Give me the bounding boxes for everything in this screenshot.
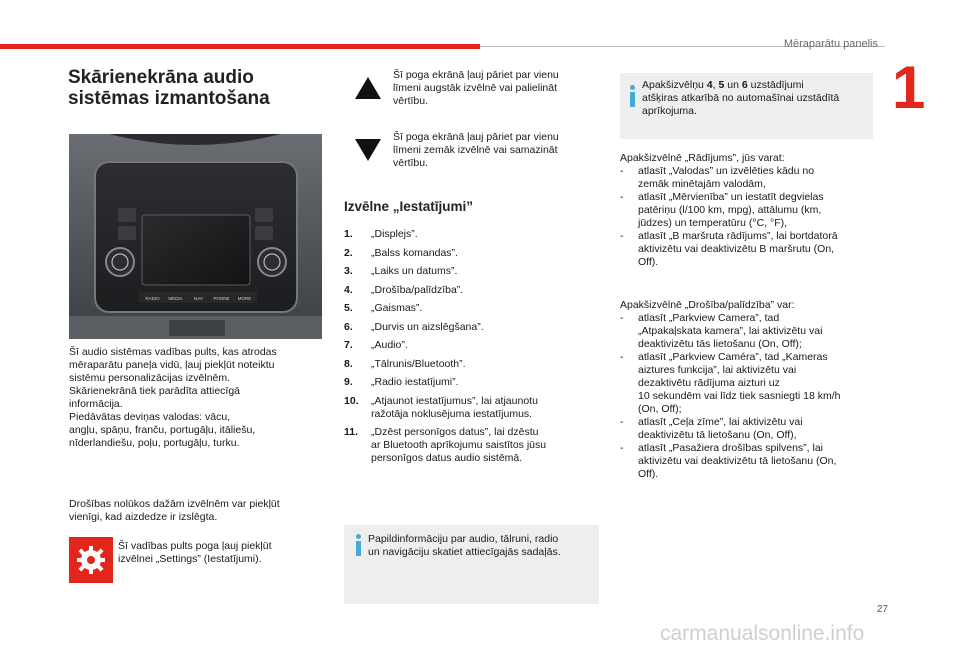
text-line: līmeni augstāk izvēlnē vai palielināt: [393, 82, 558, 94]
section-title-line: Skārienekrāna audio: [68, 67, 254, 88]
audio-unit-button-label: MEDIA: [168, 296, 183, 301]
list-item: - atlasīt „Parkview Caméra”, tad „Kameras aiztures funkcija”, lai aktivizētu vai dezaktivētu rādījuma aizturi uz 10 sekundēm vai līdz tiek sasniegti 18 km/h (On, Off);: [620, 351, 841, 415]
section-title: [68, 67, 318, 109]
settings-menu-title: Izvēlne „Iestatījumi”: [344, 199, 474, 214]
arrow-down-icon: [355, 139, 381, 161]
text-line: aprīkojuma.: [642, 105, 697, 117]
info-icon: [626, 85, 640, 107]
up-button-description: [393, 69, 603, 108]
down-button-description: [393, 131, 603, 170]
list-item: 4. „Drošība/palīdzība”.: [344, 283, 464, 296]
audio-unit-button-label: PHONE: [213, 296, 230, 301]
list-item: - atlasīt „B maršruta rādījums”, lai bortdatorā aktivizētu vai deaktivizētu B maršrutu (On, Off).: [620, 230, 838, 268]
list-item: 9. „Radio iestatījumi”.: [344, 376, 459, 388]
intro-paragraph: [69, 346, 329, 450]
text-line: Papildinformāciju par audio, tālruni, radio: [368, 533, 559, 545]
page-number: 27: [876, 604, 888, 615]
settings-button-icon: [69, 537, 113, 583]
info-icon: [352, 534, 366, 556]
list-item: 5. „Gaismas”.: [344, 302, 423, 314]
block-intro: Apakšizvēlnē „Rādījums”, jūs varat:: [620, 152, 785, 164]
list-item: 7. „Audio”.: [344, 339, 408, 351]
list-item: - atlasīt „Ceļa zīme”, lai aktivizētu vai deaktivizētu tā lietošanu (On, Off),: [620, 416, 803, 441]
audio-unit-button-label: MORE: [237, 296, 252, 301]
text-line: atšķiras atkarībā no automašīnai uzstādītā: [642, 92, 840, 104]
text-line: vienīgi, kad aizdedze ir izslēgta.: [69, 511, 218, 523]
list-item: - atlasīt „Parkview Camera”, tad „Atpakaļskata kamera”, lai aktivizētu vai deaktivizētu tās lietošanu (On, Off);: [620, 312, 823, 350]
text-line: angļu, spāņu, franču, portugāļu, itāliešu,: [69, 424, 256, 436]
list-item: 2. „Balss komandas”.: [344, 246, 458, 259]
audio-unit-illustration: [69, 134, 322, 339]
text-line: Apakšizvēlņu 4, 5 un 6 uzstādījumi: [642, 79, 804, 91]
chapter-number: 1: [892, 54, 926, 121]
list-item: 3. „Laiks un datums”.: [344, 265, 458, 277]
safety-paragraph: [69, 498, 329, 524]
list-item: - atlasīt „Mērvienība” un iestatīt degvielas patēriņu (l/100 km, mpg), attālumu (km, jūdzes) un temperatūru (°C, °F),: [620, 191, 824, 229]
text-line: Skārienekrānā tiek parādīta attiecīgā: [69, 385, 241, 397]
text-line: sistēmu personalizācijas izvēlnēm.: [69, 372, 231, 384]
text-line: mēraparātu paneļa vidū, ļauj piekļūt noteiktu: [69, 359, 275, 371]
header-red-bar: [0, 44, 480, 49]
block-intro: Apakšizvēlnē „Drošība/palīdzība” var:: [620, 299, 795, 311]
text-line: Šī poga ekrānā ļauj pāriet par vienu: [393, 131, 559, 143]
list-item: 11. „Dzēst personīgos datus”, lai dzēstu ar Bluetooth aprīkojumu saistītos jūsu personīgos datus audio sistēmā.: [344, 426, 547, 464]
arrow-up-icon: [355, 77, 381, 99]
audio-unit-photo: [69, 134, 322, 339]
text-line: Drošības nolūkos dažām izvēlnēm var piekļūt: [69, 498, 280, 510]
text-line: Šī poga ekrānā ļauj pāriet par vienu: [393, 69, 559, 81]
text-line: Šī vadības pults poga ļauj piekļūt: [118, 540, 272, 552]
text-line: Šī audio sistēmas vadības pults, kas atrodas: [69, 346, 277, 358]
text-line: nīderlandiešu, poļu, portugāļu, turku.: [69, 437, 240, 449]
info-text: [642, 79, 872, 118]
safety-submenu-block: [620, 299, 882, 481]
list-item: 10. „Atjaunot iestatījumus”, lai atjaunotu ražotāja noklusējuma iestatījumus.: [344, 394, 538, 420]
audio-unit-button-label: RADIO: [145, 296, 160, 301]
settings-button-description: [118, 540, 328, 566]
info-text: [368, 533, 596, 559]
text-line: izvēlnei „Settings” (Iestatījumi).: [118, 553, 262, 565]
list-item: - atlasīt „Pasažiera drošības spilvens”, lai aktivizētu vai deaktivizētu tā lietošanu (On, Off).: [620, 442, 837, 480]
display-submenu-block: [620, 152, 882, 269]
text-line: Piedāvātas deviņas valodas: vācu,: [69, 411, 231, 423]
audio-unit-button-label: NAV: [194, 296, 203, 301]
gear-icon: [69, 537, 113, 583]
text-line: informācija.: [69, 398, 123, 410]
watermark: carmanualsonline.info: [660, 622, 865, 645]
info-box-submenus: [620, 73, 873, 139]
section-title-line: sistēmas izmantošana: [68, 88, 270, 109]
info-box-more-information: [344, 525, 599, 604]
text-line: vērtību.: [393, 157, 429, 169]
list-item: 6. „Durvis un aizslēgšana”.: [344, 320, 484, 333]
list-item: 8. „Tālrunis/Bluetooth”.: [344, 357, 466, 370]
text-line: līmeni zemāk izvēlnē vai samazināt: [393, 144, 558, 156]
chapter-title: Mēraparātu panelis: [783, 38, 878, 50]
text-line: un navigāciju skatiet attiecīgajās sadaļās.: [368, 546, 561, 558]
list-item: 1. „Displejs”.: [344, 228, 418, 240]
text-line: vērtību.: [393, 95, 429, 107]
settings-menu-list: [344, 228, 599, 471]
list-item: - atlasīt „Valodas” un izvēlēties kādu no zemāk minētajām valodām,: [620, 165, 815, 190]
